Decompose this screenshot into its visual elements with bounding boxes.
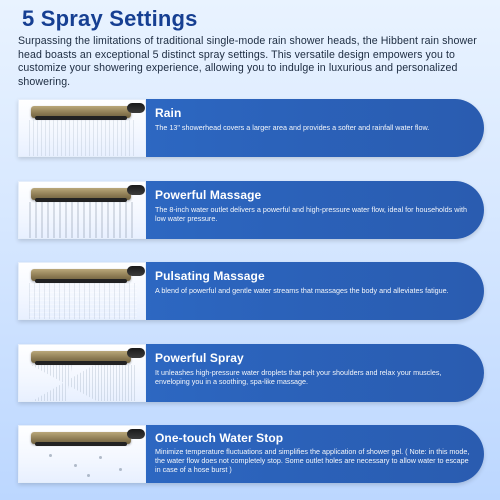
water-drop [99, 456, 102, 459]
setting-thumbnail [18, 99, 146, 157]
setting-name: Powerful Spray [155, 351, 244, 365]
water-flow-icon [29, 283, 137, 320]
shower-head-icon [31, 432, 131, 444]
setting-name: One-touch Water Stop [155, 431, 284, 445]
shower-head-icon [31, 351, 131, 363]
spray-setting-one-touch-water-stop [18, 425, 484, 483]
water-drop [74, 464, 77, 467]
shower-head-icon [31, 106, 131, 118]
spray-setting-powerful-massage [18, 181, 484, 239]
setting-description: A blend of powerful and gentle water streams that massages the body and alleviates fatigue. [155, 286, 449, 295]
setting-thumbnail [18, 344, 146, 402]
setting-description: It unleashes high-pressure water droplets that pelt your shoulders and relax your muscles, enveloping you in a soothing, spa-like massage. [155, 368, 442, 386]
water-flow-icon [29, 202, 137, 239]
water-drop [49, 454, 52, 457]
setting-description: Minimize temperature fluctuations and simplifies the application of shower gel. ( Note: in this mode, the water flow does not completely stop. Some outlet holes are necessary to allow water to escape in case of a hose burst ) [155, 447, 470, 474]
setting-name: Rain [155, 106, 182, 120]
spray-setting-powerful-spray [18, 344, 484, 402]
setting-thumbnail [18, 425, 146, 483]
setting-description: The 8-inch water outlet delivers a powerful and high-pressure water flow, ideal for households with low water pressure. [155, 205, 468, 223]
page-title: 5 Spray Settings [22, 6, 198, 31]
setting-text [155, 106, 470, 132]
setting-name: Pulsating Massage [155, 269, 265, 283]
setting-description: The 13" showerhead covers a larger area and provides a softer and rainfall water flow. [155, 123, 430, 132]
setting-text [155, 269, 470, 295]
spray-setting-pulsating-massage [18, 262, 484, 320]
water-flow-icon [29, 365, 137, 402]
water-drop [87, 474, 90, 477]
intro-text: Surpassing the limitations of traditional single-mode rain shower heads, the Hibbent rain shower head boasts an exceptional 5 distinct spray settings. This versatile design empowers you to customize your showering experience, allowing you to indulge in luxurious and personalized showering. [18, 35, 477, 88]
spray-setting-rain [18, 99, 484, 157]
setting-text [155, 431, 470, 474]
shower-head-icon [31, 188, 131, 200]
water-drop [119, 468, 122, 471]
shower-head-icon [31, 269, 131, 281]
setting-thumbnail [18, 262, 146, 320]
setting-text [155, 351, 470, 386]
water-flow-icon [29, 446, 137, 483]
water-flow-icon [29, 120, 137, 157]
setting-name: Powerful Massage [155, 188, 262, 202]
setting-text [155, 188, 470, 223]
setting-thumbnail [18, 181, 146, 239]
